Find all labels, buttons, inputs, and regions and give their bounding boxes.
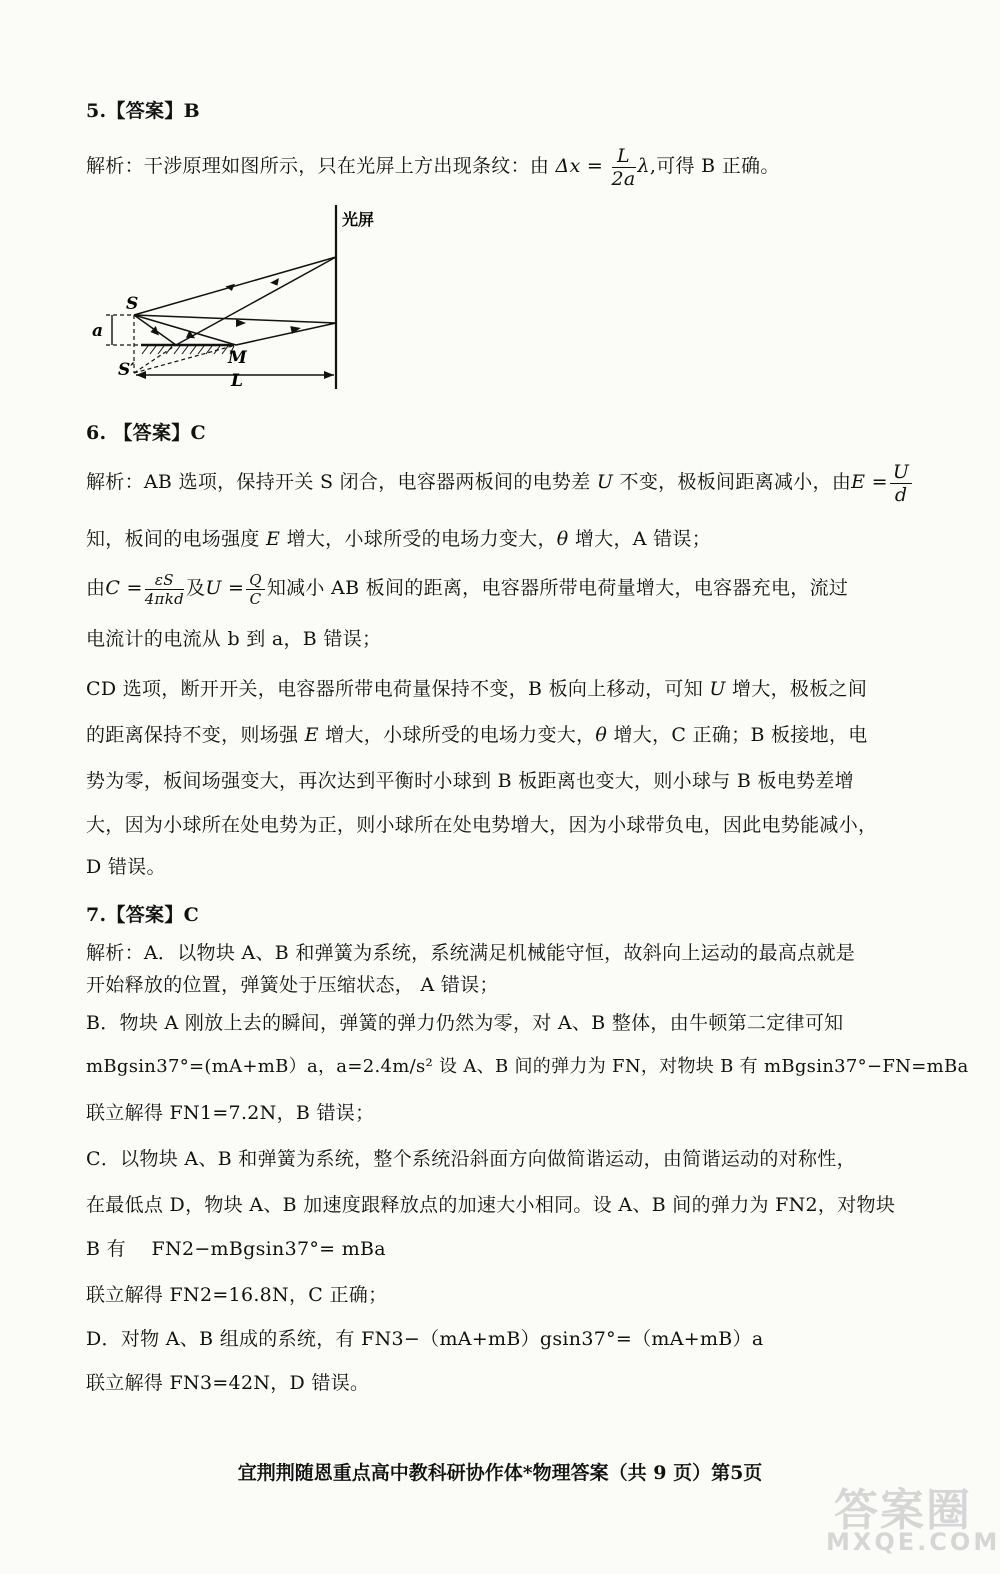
q6-line-1: 解析：AB 选项，保持开关 S 闭合，电容器两板间的电势差 U 不变，极板间距离减小，由E = $\frac{U}{d}$ [86, 456, 910, 508]
q6-line-9: D 错误。 [86, 856, 166, 878]
q5-fraction: $\frac{L}{2a}$ [611, 144, 636, 190]
q6-u-fraction: $\frac{Q}{C}$ [246, 571, 265, 608]
distance-l-label: L [231, 371, 243, 391]
q6-e-fraction: $\frac{U}{d}$ [890, 461, 912, 506]
q7-line-2: 开始释放的位置，弹簧处于压缩状态， A 错误； [86, 974, 499, 996]
watermark-url: MXQE.COM [826, 1528, 1000, 1556]
q6-line-5: CD 选项，断开开关，电容器所带电荷量保持不变，B 板向上移动，可知 U 增大，极板之间 [86, 678, 868, 700]
q6-line-7: 势为零，板间场强变大，再次达到平衡时小球到 B 板距离也变大，则小球与 B 板电势差增 [86, 770, 854, 792]
q7-line-7: 在最低点 D，物块 A、B 加速度跟释放点的加速大小相同。设 A、B 间的弹力为 FN2，对物块 [86, 1194, 896, 1216]
source-s-prime-label: S′ [118, 360, 135, 380]
q7-line-8: B 有 FN2−mBgsin37°= mBa [86, 1238, 386, 1260]
q5-header: 5.【答案】B [86, 100, 200, 122]
q7-line-10: D．对物 A、B 组成的系统，有 FN3−（mA+mB）gsin37°=（mA+mB）a [86, 1328, 764, 1350]
q6-c-fraction: $\frac{\varepsilon S}{\text{4πkd}}$ [144, 570, 185, 608]
interference-diagram [86, 205, 406, 395]
q6-line-6: 的距离保持不变，则场强 E 增大，小球所受的电场力变大，θ 增大，C 正确；B 板接地，电 [86, 724, 868, 746]
q6-line-4: 电流计的电流从 b 到 a，B 错误； [86, 628, 382, 650]
q7-line-1: 解析：A．以物块 A、B 和弹簧为系统，系统满足机械能守恒，故斜向上运动的最高点就是 [86, 942, 856, 964]
distance-a-label: a [92, 321, 104, 341]
watermark [816, 1470, 1000, 1562]
screen-label: 光屏 [342, 210, 375, 229]
q6-line-2: 知，板间的电场强度 E 增大，小球所受的电场力变大，θ 增大，A 错误； [86, 528, 712, 550]
source-s-label: S [126, 294, 139, 314]
q7-line-3: B．物块 A 刚放上去的瞬间，弹簧的弹力仍然为零，对 A、B 整体，由牛顿第二定律可知 [86, 1012, 844, 1034]
page-footer: 宜荆荆随恩重点高中教科研协作体*物理答案（共 9 页）第5页 [237, 1462, 763, 1484]
q6-header: 6. 【答案】C [86, 422, 206, 444]
q7-line-6: C．以物块 A、B 和弹簧为系统，整个系统沿斜面方向做简谐运动，由简谐运动的对称性， [86, 1148, 856, 1170]
mirror-m-label: M [228, 348, 247, 368]
q5-analysis: 解析：干涉原理如图所示，只在光屏上方出现条纹：由 Δx = $\frac{L}{2a}$ λ,可得 B 正确。 [86, 144, 780, 190]
q7-header: 7.【答案】C [86, 904, 200, 926]
q7-line-9: 联立解得 FN2=16.8N，C 正确； [86, 1284, 388, 1306]
q7-line-4: mBgsin37°=(mA+mB）a，a=2.4m/s² 设 A、B 间的弹力为 FN，对物块 B 有 mBgsin37°−FN=mBa [86, 1056, 969, 1077]
q6-line-3: 由C = $\frac{\varepsilon S}{\text{4πkd}}$ 及U = $\frac{Q}{C}$ 知减小 AB 板间的距离，电容器所带电荷量增大，电容器充电，流过 [86, 570, 849, 608]
q7-line-11: 联立解得 FN3=42N，D 错误。 [86, 1372, 370, 1394]
q7-line-5: 联立解得 FN1=7.2N，B 错误； [86, 1102, 375, 1124]
q6-line-8: 大，因为小球所在处电势为正，则小球所在处电势增大，因为小球带负电，因此电势能减小， [86, 814, 878, 836]
watermark-text: 答案圈 [834, 1485, 972, 1536]
